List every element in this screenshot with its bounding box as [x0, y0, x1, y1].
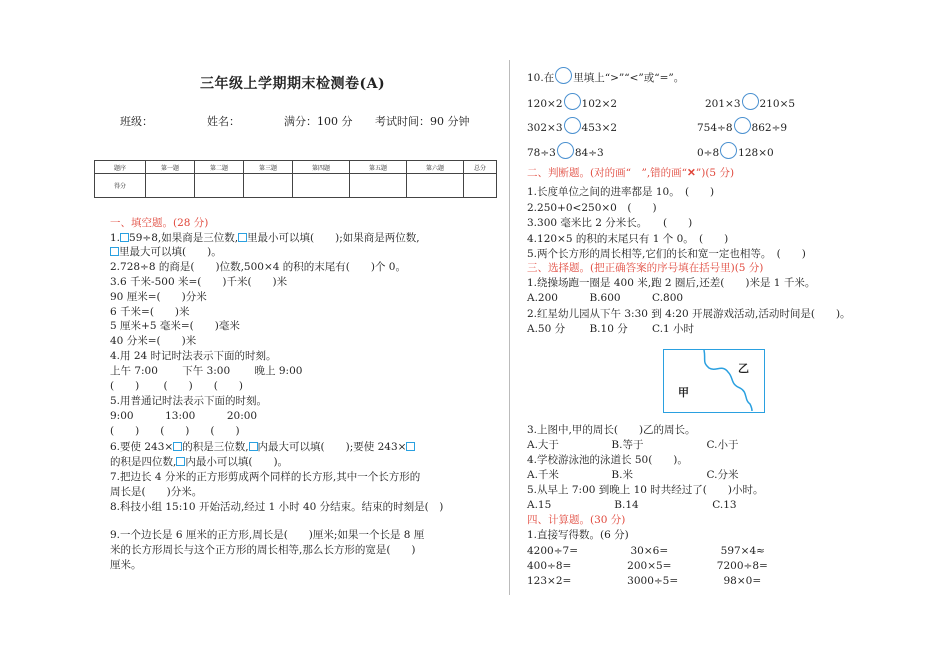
table-header: 总分: [464, 161, 497, 174]
score-table: [94, 160, 497, 198]
compare-row: 754÷8 862÷9: [697, 117, 787, 135]
table-header: 第三题: [244, 161, 293, 174]
question-5-blanks: ( ) ( ) ( ): [110, 425, 240, 437]
calc-row: 4200÷7= 30×6= 597×4≈: [527, 545, 765, 557]
question-3c: 6 千米=( )米: [110, 306, 190, 318]
choice-1: 1.绕操场跑一圈是 400 米,跑 2 圈后,还差( )米是 1 千米。: [527, 277, 816, 289]
question-1-cont: 里最大可以填( )。: [110, 246, 222, 259]
question-9-end: 厘米。: [110, 559, 142, 571]
question-3d: 5 厘米+5 毫米=( )毫米: [110, 320, 240, 332]
score-cell[interactable]: [244, 174, 293, 198]
choice-1-options: A.200 B.600 C.800: [527, 292, 684, 304]
section-true-false: 二、判断题。(对的画“ ”,错的画“✕”)(5 分): [527, 167, 735, 179]
full-score-label: 满分：100 分: [284, 115, 353, 128]
score-cell[interactable]: [293, 174, 350, 198]
choice-4: 4.学校游泳池的泳道长 50( )。: [527, 454, 688, 466]
compare-row: 201×3 210×5: [705, 93, 795, 111]
question-9: 9.一个边长是 6 厘米的正方形,周长是( )厘米;如果一个长是 8 厘: [110, 529, 425, 541]
question-3e: 40 分米=( )米: [110, 335, 197, 347]
page-title: 三年级上学期期末检测卷(A): [200, 76, 386, 92]
shape-figure: [663, 349, 765, 413]
choice-4-options: A.千米 B.米 C.分米: [527, 469, 739, 481]
compare-row: 78÷3 84÷3: [527, 142, 604, 160]
blank-circle-icon[interactable]: [720, 142, 737, 159]
question-3b: 90 厘米=( )分米: [110, 291, 207, 303]
choice-5: 5.从早上 7:00 到晚上 10 时共经过了( )小时。: [527, 484, 764, 496]
question-7: 7.把边长 4 分米的正方形剪成两个同样的长方形,其中一个长方形的: [110, 471, 421, 483]
blank-circle-icon[interactable]: [564, 117, 581, 134]
compare-row: 120×2 102×2: [527, 93, 617, 111]
blank-circle-icon[interactable]: [564, 93, 581, 110]
blank-box-icon: [249, 442, 258, 451]
blank-box-icon: [120, 233, 129, 242]
compare-row: 0÷8 128×0: [697, 142, 774, 160]
name-label: 姓名：: [207, 115, 240, 128]
blank-box-icon: [406, 442, 415, 451]
table-header: 第一题: [146, 161, 195, 174]
score-cell[interactable]: [350, 174, 407, 198]
region-b-label: 乙: [738, 362, 749, 375]
question-6-cont: 的积是四位数, 内最小可以填( )。: [110, 456, 289, 468]
blank-circle-icon[interactable]: [742, 93, 759, 110]
region-a-label: 甲: [678, 386, 689, 399]
question-5: 5.用普通记时法表示下面的时刻。: [110, 395, 268, 407]
question-5-times: 9:00 13:00 20:00: [110, 410, 258, 422]
table-header: 第六题: [407, 161, 464, 174]
table-header: 第四题: [293, 161, 350, 174]
calc-row: 400÷8= 200×5= 7200÷8=: [527, 560, 768, 572]
table-header: 第五题: [350, 161, 407, 174]
question-7-cont: 周长是( )分米。: [110, 486, 203, 498]
table-header: 题序: [95, 161, 146, 174]
question-8: 8.科技小组 15:10 开始活动,经过 1 小时 40 分结束。结束的时刻是( ): [110, 501, 444, 513]
class-label: 班级：: [120, 115, 153, 128]
question-4-times: 上午 7:00 下午 3:00 晚上 9:00: [110, 365, 303, 377]
blank-circle-icon[interactable]: [557, 142, 574, 159]
score-cell[interactable]: [146, 174, 195, 198]
choice-3-options: A.大于 B.等于 C.小于: [527, 439, 739, 451]
cross-icon: ✕: [687, 167, 696, 179]
question-10: 10.在 里填上“>”“<”或“=”。: [527, 67, 684, 85]
section-choice: 三、选择题。(把正确答案的序号填在括号里)(5 分): [527, 262, 764, 274]
calc-row: 123×2= 3000÷5= 98×0=: [527, 575, 762, 587]
question-4-blanks: ( ) ( ) ( ): [110, 380, 243, 392]
score-cell[interactable]: [464, 174, 497, 198]
question-6: 6.要使 243× 的积是三位数, 内最大可以填( );要使 243×: [110, 441, 415, 454]
column-divider: [509, 60, 510, 595]
judge-3: 3.300 毫米比 2 分米长。 ( ): [527, 217, 693, 229]
choice-2-options: A.50 分 B.10 分 C.1 小时: [527, 323, 695, 335]
question-1: 1. 59÷8,如果商是三位数, 里最小可以填( );如果商是两位数,: [110, 232, 420, 244]
judge-4: 4.120×5 的积的末尾只有 1 个 0。 ( ): [527, 233, 729, 245]
score-cell[interactable]: [407, 174, 464, 198]
score-cell[interactable]: [195, 174, 244, 198]
table-header: 第二题: [195, 161, 244, 174]
blank-circle-icon[interactable]: [734, 117, 751, 134]
question-2: 2.728÷8 的商是( )位数,500×4 的积的末尾有( )个 0。: [110, 261, 406, 273]
question-9-cont: 米的长方形周长与这个正方形的周长相等,那么长方形的宽是( ): [110, 544, 416, 556]
question-4: 4.用 24 时记时法表示下面的时刻。: [110, 350, 277, 362]
choice-2: 2.红星幼儿园从下午 3:30 到 4:20 开展游戏活动,活动时间是( )。: [527, 308, 851, 320]
blank-box-icon: [110, 247, 119, 256]
judge-2: 2.250+0<250×0 ( ): [527, 202, 657, 214]
table-row-label: 得分: [95, 174, 146, 198]
question-3: 3.6 千米-500 米=( )千米( )米: [110, 276, 288, 288]
judge-1: 1.长度单位之间的进率都是 10。 ( ): [527, 186, 715, 198]
calc-heading: 1.直接写得数。(6 分): [527, 529, 629, 541]
blank-circle-icon: [555, 67, 572, 84]
choice-3: 3.上图中,甲的周长( )乙的周长。: [527, 424, 696, 436]
section-fill-in: 一、填空题。(28 分): [110, 217, 209, 229]
blank-box-icon: [176, 457, 185, 466]
blank-box-icon: [173, 442, 182, 451]
exam-time-label: 考试时间：90 分钟: [375, 115, 470, 128]
choice-5-options: A.15 B.14 C.13: [527, 499, 737, 511]
section-calculation: 四、计算题。(30 分): [527, 514, 626, 526]
judge-5: 5.两个长方形的周长相等,它们的长和宽一定也相等。 ( ): [527, 248, 806, 260]
compare-row: 302×3 453×2: [527, 117, 617, 135]
blank-box-icon: [238, 233, 247, 242]
